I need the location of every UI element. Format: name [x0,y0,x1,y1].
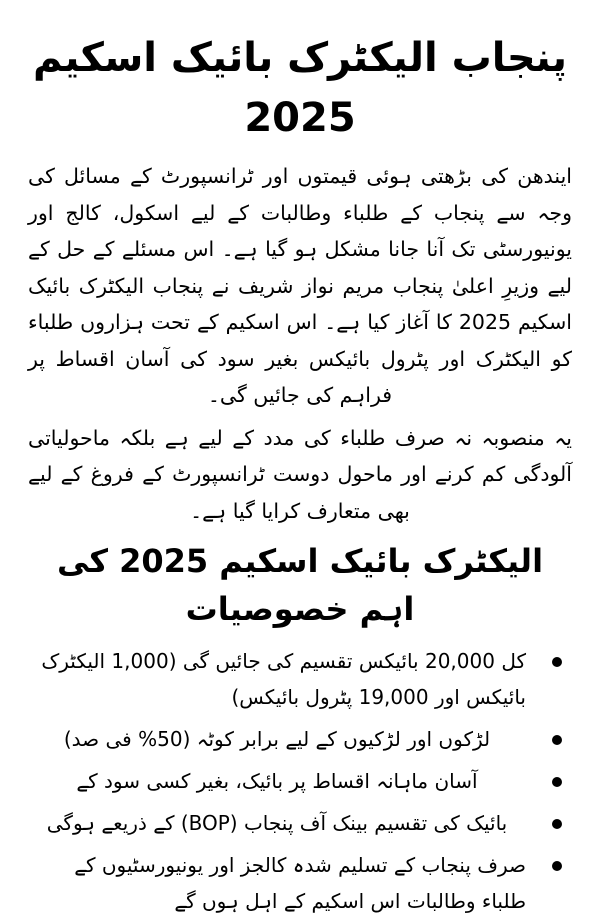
feature-text: صرف پنجاب کے تسلیم شدہ کالجز اور یونیورسٹیوں کے طلباء وطالبات اس اسکیم کے اہل ہوں گے [74,853,526,913]
bullet-icon [552,777,562,787]
bullet-icon [552,735,562,745]
bullet-icon [552,657,562,667]
intro-paragraph: ایندھن کی بڑھتی ہوئی قیمتوں اور ٹرانسپورٹ کے مسائل کی وجہ سے پنجاب کے طلباء وطالبات کے لیے اسکول، کالج اور یونیورسٹی تک آنا جانا مشکل ہو گیا ہے۔ اس مسئلے کے حل کے لیے وزیرِ اعلیٰ پنجاب مریم نواز شریف نے پنجاب الیکٹرک بائیک اسکیم 2025 کا آغاز کیا ہے۔ اس اسکیم کے تحت ہزاروں طلباء کو الیکٹرک اور پٹرول بائیکس بغیر سود کی آسان اقساط پر فراہم کی جائیں گی۔ [28,164,572,407]
bullet-icon [552,819,562,829]
feature-text: آسان ماہانہ اقساط پر بائیک، بغیر کسی سود کے [76,769,478,793]
features-heading: الیکٹرک بائیک اسکیم 2025 کی اہم خصوصیات [56,542,544,628]
bullet-icon [552,861,562,871]
feature-text: بائیک کی تقسیم بینک آف پنجاب (BOP) کے ذریعے ہوگی [46,811,508,835]
page-title: پنجاب الیکٹرک بائیک اسکیم 2025 [32,35,567,141]
list-item [28,805,572,841]
features-list [28,643,572,919]
list-item [28,721,572,757]
feature-text: کل 20,000 بائیکس تقسیم کی جائیں گی (1,000 الیکٹرک بائیکس اور 19,000 پٹرول بائیکس) [41,649,526,709]
list-item [28,763,572,799]
feature-text: لڑکوں اور لڑکیوں کے لیے برابر کوٹہ (50% فی صد) [63,727,491,751]
list-item [28,847,572,919]
purpose-paragraph: یہ منصوبہ نہ صرف طلباء کی مدد کے لیے ہے بلکہ ماحولیاتی آلودگی کم کرنے اور ماحول دوست ٹرانسپورٹ کے فروغ کے لیے بھی متعارف کرایا گیا ہے۔ [28,425,572,523]
list-item [28,643,572,715]
